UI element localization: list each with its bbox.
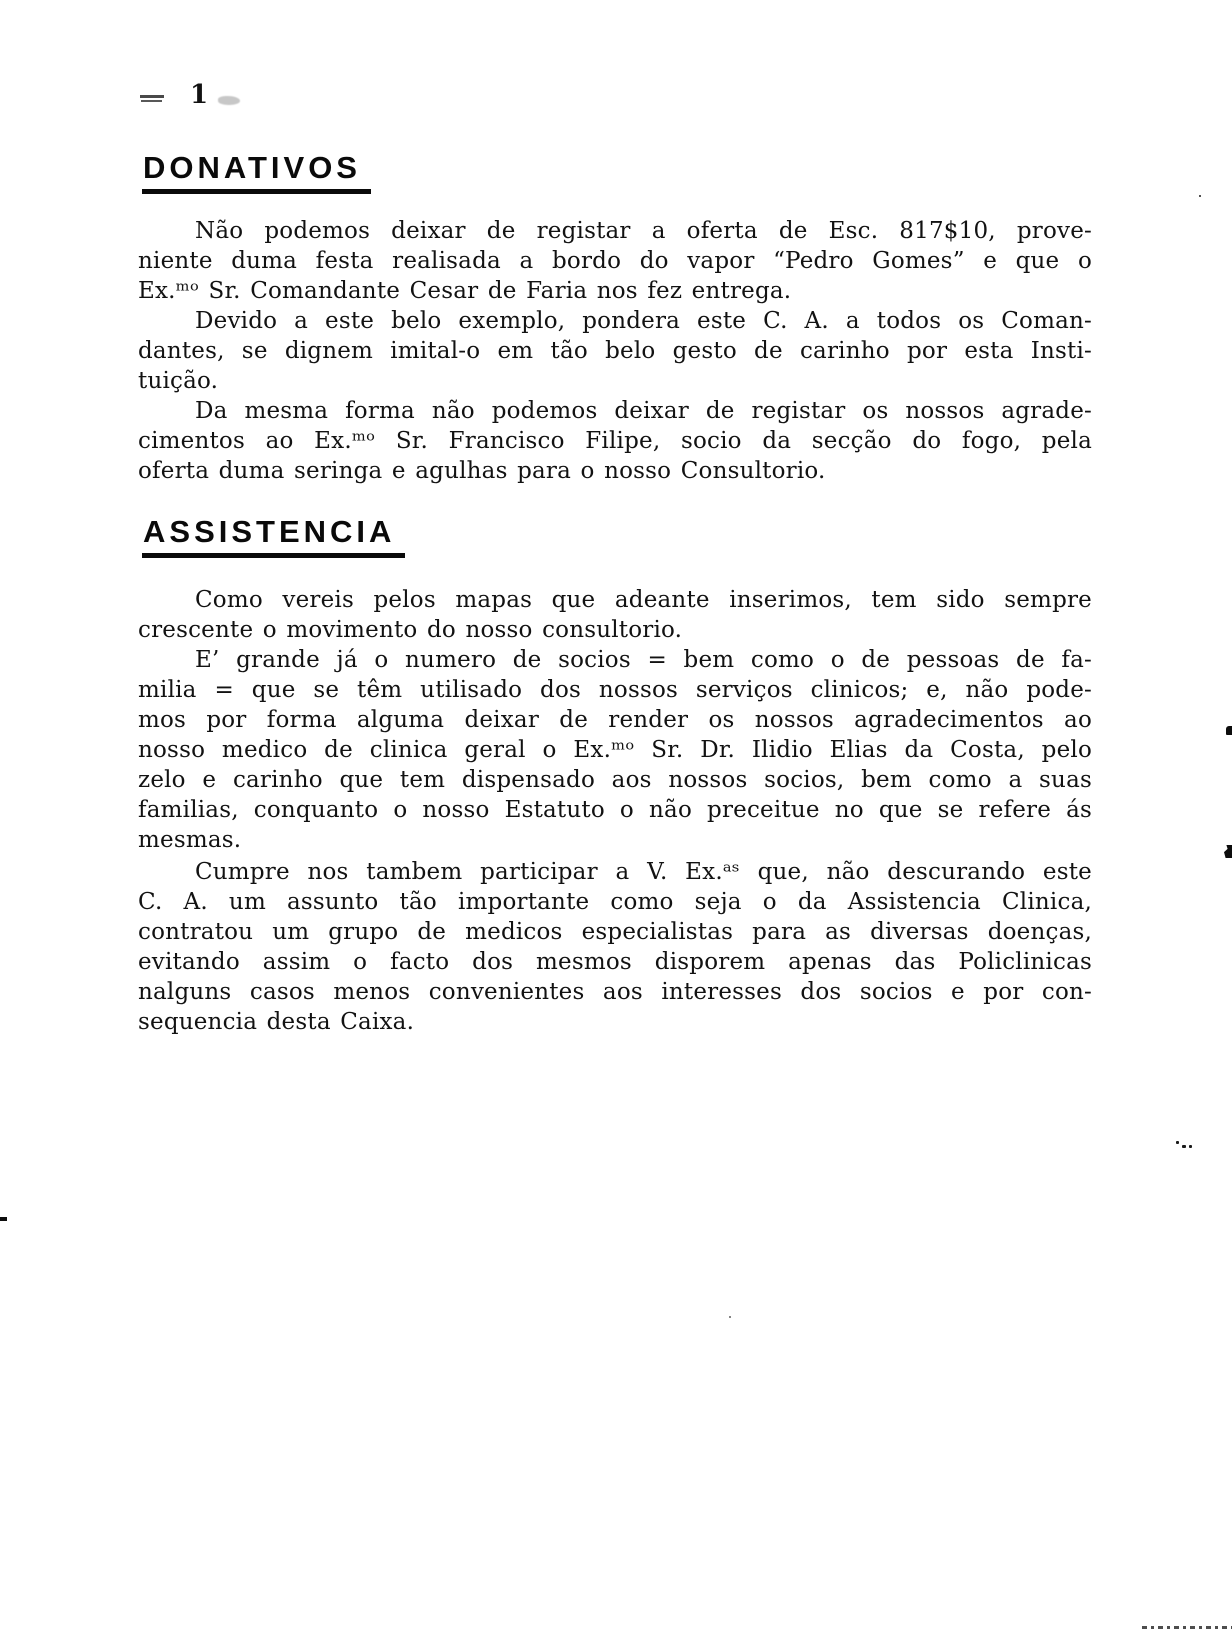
paragraph [138,306,1092,396]
scan-artifact [1142,1626,1232,1629]
ink-smudge-icon [140,95,164,103]
text-line: C. A. um assunto tão importante como seja o da Assistencia Clinica, [138,889,1092,915]
text-line: tuição. [138,368,219,394]
text-line: Não podemos deixar de registar a oferta de Esc. 817$10, prove- [195,218,1092,244]
scan-speck [1176,1141,1179,1144]
text-line: Da mesma forma não podemos deixar de registar os nossos agrade- [195,398,1092,424]
text-line: niente duma festa realisada a bordo do vapor “Pedro Gomes” e que o [138,248,1092,274]
paragraph [138,857,1092,1037]
text-line: nosso medico de clinica geral o Ex.ᵐᵒ Sr. Dr. Ilidio Elias da Costa, pelo [138,737,1092,763]
text-line: contratou um grupo de medicos especialistas para as diversas doenças, [138,919,1092,945]
scan-artifact [1224,845,1232,858]
page-number: 1 [190,80,209,110]
text-line: familias, conquanto o nosso Estatuto o não preceitue no que se refere ás [138,797,1092,823]
text-line: zelo e carinho que tem dispensado aos nossos socios, bem como a suas [138,767,1092,793]
section-heading-donativos: DONATIVOS [142,152,371,194]
text-line: oferta duma seringa e agulhas para o nosso Consultorio. [138,458,826,484]
text-line: E’ grande já o numero de socios = bem como o de pessoas de fa- [195,647,1092,673]
scan-speck [1199,195,1201,197]
text-line: mesmas. [138,827,242,853]
scan-artifact [0,1217,7,1221]
text-line: Cumpre nos tambem participar a V. Ex.ᵃˢ que, não descurando este [195,859,1092,885]
scan-artifact [1226,726,1232,735]
text-line: sequencia desta Caixa. [138,1009,415,1035]
scan-speck [1182,1145,1186,1148]
paragraph [138,216,1092,306]
paragraph [138,585,1092,645]
text-line: Como vereis pelos mapas que adeante inserimos, tem sido sempre [195,587,1092,613]
text-line: Ex.ᵐᵒ Sr. Comandante Cesar de Faria nos fez entrega. [138,278,792,304]
paragraph [138,645,1092,855]
text-line: crescente o movimento do nosso consultorio. [138,617,683,643]
text-line: evitando assim o facto dos mesmos disporem apenas das Policlinicas [138,949,1092,975]
text-line: mos por forma alguma deixar de render os nossos agradecimentos ao [138,707,1092,733]
text-line: nalguns casos menos convenientes aos interesses dos socios e por con- [138,979,1092,1005]
page-header [138,80,268,114]
ink-smudge-icon [218,96,240,105]
paragraph [138,396,1092,486]
text-line: dantes, se dignem imital-o em tão belo gesto de carinho por esta Insti- [138,338,1092,364]
text-line: milia = que se têm utilisado dos nossos serviços clinicos; e, não pode- [138,677,1092,703]
section-heading-assistencia: ASSISTENCIA [142,516,405,558]
scan-speck [729,1316,731,1318]
scan-speck [1189,1145,1192,1148]
text-line: Devido a este belo exemplo, pondera este C. A. a todos os Coman- [195,308,1092,334]
text-line: cimentos ao Ex.ᵐᵒ Sr. Francisco Filipe, socio da secção do fogo, pela [138,428,1092,454]
